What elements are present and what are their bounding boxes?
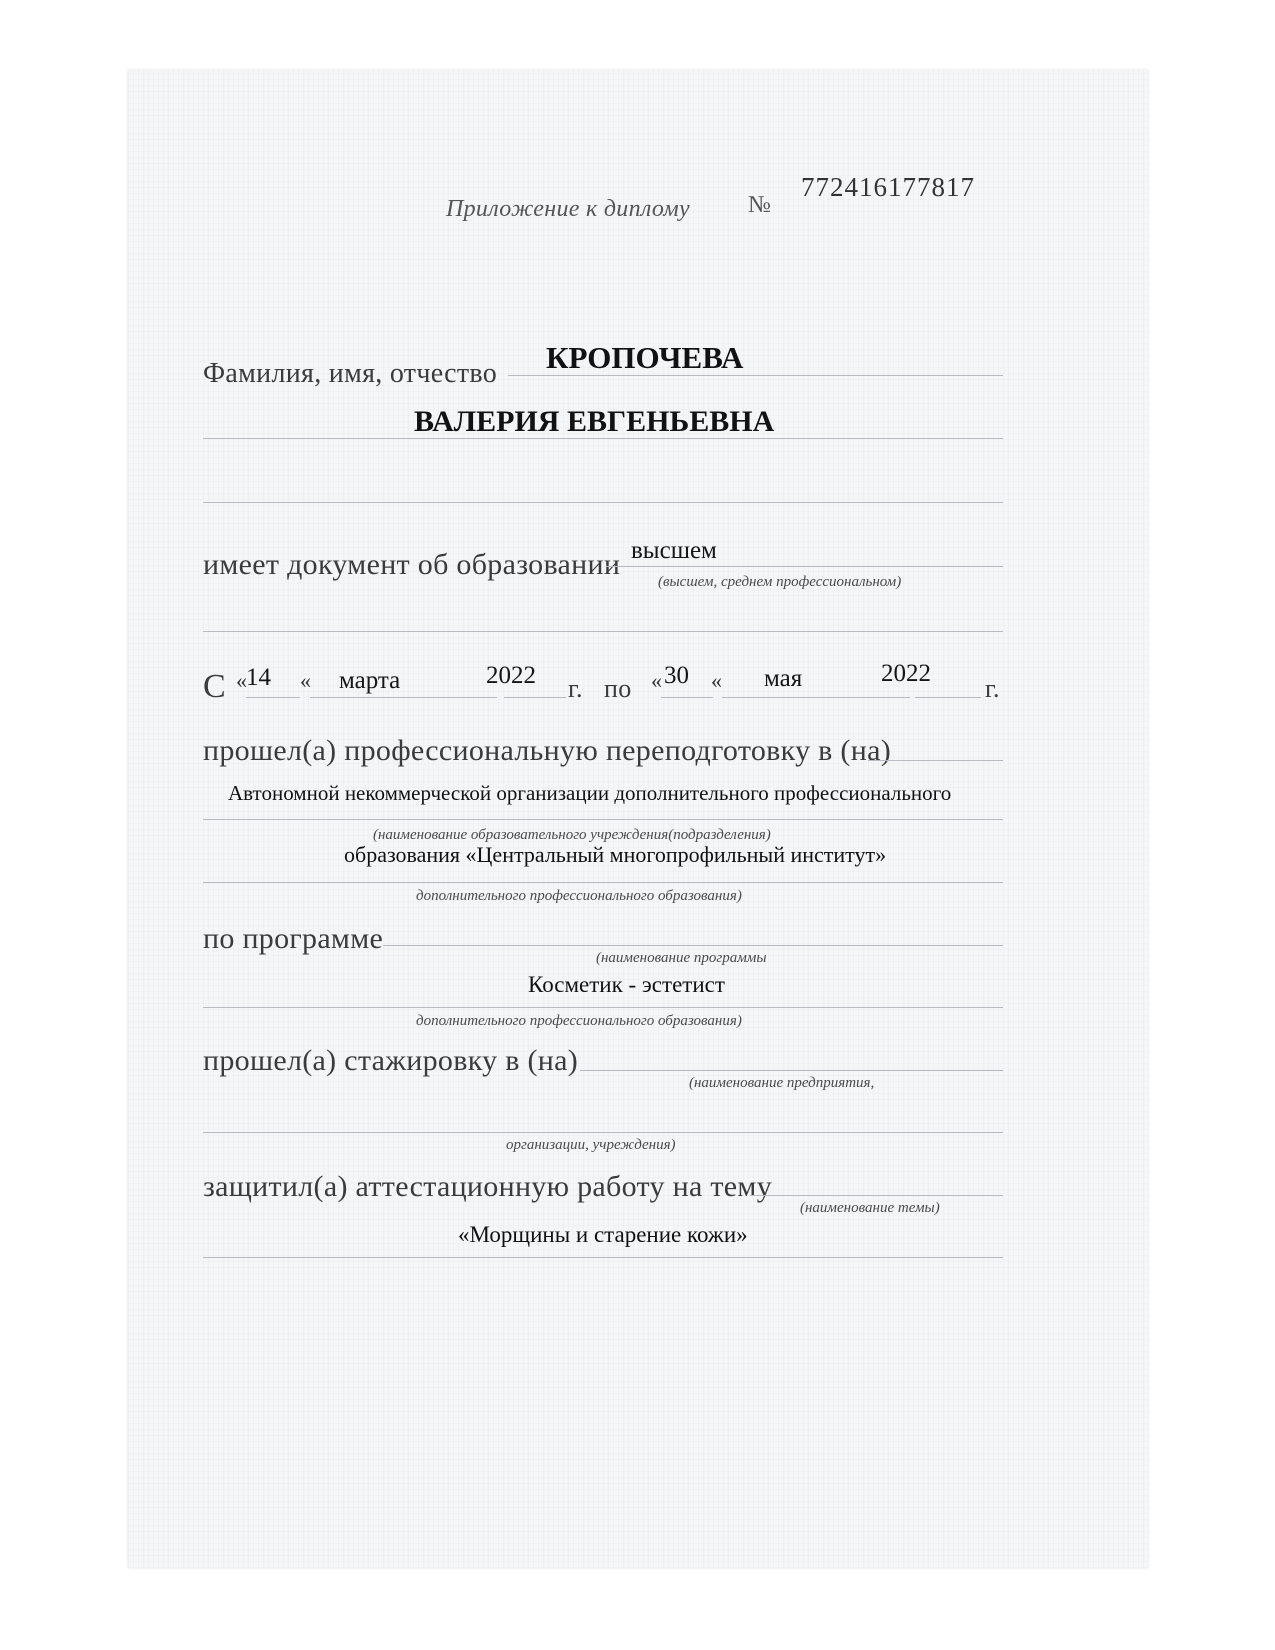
from-month-rule <box>310 697 497 698</box>
to-quote-open: « <box>651 668 662 693</box>
thesis-rule-1 <box>750 1195 1003 1196</box>
thesis-label: защитил(а) аттестационную работу на тему <box>203 1170 772 1203</box>
internship-hint-1: (наименование предприятия, <box>689 1075 875 1091</box>
number-sign: № <box>748 192 772 218</box>
year-suffix-2: г. <box>985 674 1000 703</box>
institution-rule-2 <box>203 882 1003 883</box>
program-rule-2 <box>203 1007 1003 1008</box>
retraining-rule <box>868 760 1003 761</box>
diploma-supplement-page <box>128 70 1148 1568</box>
from-year: 2022 <box>486 662 536 689</box>
education-rule-2 <box>203 631 1003 632</box>
thesis-rule-2 <box>203 1257 1003 1258</box>
to-year-rule <box>915 697 981 698</box>
from-month: марта <box>339 667 401 694</box>
education-rule <box>606 566 1003 567</box>
diploma-number: 772416177817 <box>801 172 975 202</box>
institution-hint-2: дополнительного профессионального образования) <box>416 888 742 904</box>
institution-line-2: образования «Центральный многопрофильный институт» <box>344 842 887 867</box>
surname-value: КРОПОЧЕВА <box>546 340 744 375</box>
from-quote-close: « <box>300 668 311 693</box>
education-hint: (высшем, среднем профессиональном) <box>658 574 902 590</box>
from-day-rule <box>246 697 300 698</box>
thesis-hint: (наименование темы) <box>800 1200 940 1216</box>
institution-line-1: Автономной некоммерческой организации дополнительного профессионального <box>228 781 952 805</box>
name-label: Фамилия, имя, отчество <box>203 358 498 389</box>
to-month: мая <box>764 665 803 692</box>
document-title: Приложение к диплому <box>446 196 690 222</box>
name-rule-2 <box>203 438 1003 439</box>
to-day: 30 <box>664 662 689 689</box>
year-suffix-1: г. <box>568 674 583 703</box>
institution-hint-1: (наименование образовательного учреждения(подразделения) <box>373 827 771 843</box>
to-day-rule <box>661 697 713 698</box>
name-rule-3 <box>203 502 1003 503</box>
education-label: имеет документ об образовании <box>203 548 621 581</box>
to-year: 2022 <box>881 660 931 687</box>
program-label: по программе <box>203 922 384 955</box>
from-day: 14 <box>246 664 271 691</box>
given-name-value: ВАЛЕРИЯ ЕВГЕНЬЕВНА <box>414 405 775 438</box>
to-quote-close: « <box>711 668 722 693</box>
period-to-prefix: по <box>604 674 632 703</box>
internship-rule-1 <box>580 1070 1003 1071</box>
to-month-rule <box>722 697 910 698</box>
name-rule-1 <box>508 375 1003 376</box>
thesis-value: «Морщины и старение кожи» <box>458 1222 748 1247</box>
period-from-prefix: С <box>203 668 226 705</box>
program-hint-2: дополнительного профессионального образования) <box>416 1013 742 1029</box>
internship-rule-2 <box>203 1132 1003 1133</box>
from-year-rule <box>504 697 566 698</box>
program-hint-1: (наименование программы <box>596 950 767 966</box>
internship-label: прошел(а) стажировку в (на) <box>203 1044 579 1077</box>
retraining-label: прошел(а) профессиональную переподготовку в (на) <box>203 734 891 767</box>
from-quote-open: « <box>236 668 247 693</box>
internship-hint-2: организации, учреждения) <box>506 1137 676 1153</box>
program-rule-1 <box>383 945 1003 946</box>
education-value: высшем <box>631 537 717 564</box>
institution-rule-1 <box>203 819 1003 820</box>
program-value: Косметик - эстетист <box>528 972 725 997</box>
